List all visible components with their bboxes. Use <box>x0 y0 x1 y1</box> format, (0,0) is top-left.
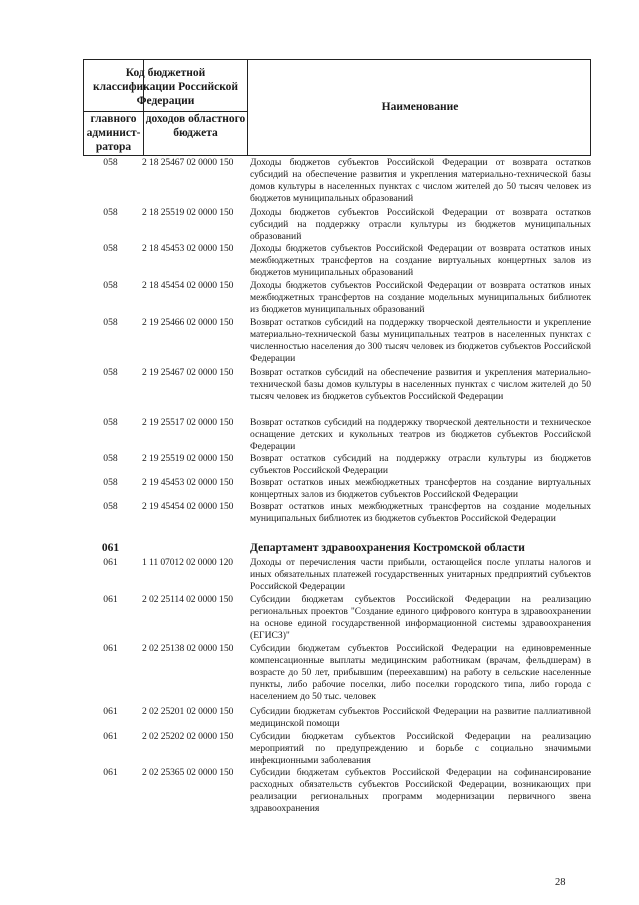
income-code: 2 19 25519 02 0000 150 <box>142 453 234 464</box>
admin-code: 058 <box>103 317 118 328</box>
income-code: 2 02 25365 02 0000 150 <box>142 767 234 778</box>
admin-code: 058 <box>103 501 118 512</box>
table-header <box>83 59 591 156</box>
header-col-code: доходов областного бюджета <box>145 113 246 139</box>
income-name: Возврат остатков субсидий на обеспечение развития и укрепления материально-технической базы домов культуры в населенных пунктах с числом жителей до 50 тысяч человек из бюджетов субъектов Российской Федерации <box>250 367 591 402</box>
page-number: 28 <box>555 877 566 888</box>
income-name: Субсидии бюджетам субъектов Российской Федерации на развитие паллиативной медицинской помощи <box>250 706 591 729</box>
income-code: 2 18 25467 02 0000 150 <box>142 157 234 168</box>
income-code: 2 18 45453 02 0000 150 <box>142 243 234 254</box>
income-name: Возврат остатков субсидий на поддержку творческой деятельности и укрепление материально-технической базы муниципальных театров в населенных пунктах с численностью населения до 300 тысяч человек из бюджетов субъектов Российской Федерации <box>250 317 591 364</box>
income-name: Возврат остатков субсидий на поддержку отрасли культуры из бюджетов субъектов Российской Федерации <box>250 453 591 476</box>
income-name: Возврат остатков иных межбюджетных трансфертов на создание виртуальных концертных залов из бюджетов субъектов Российской Федерации <box>250 477 591 500</box>
admin-code: 058 <box>103 243 118 254</box>
admin-code: 061 <box>103 643 118 654</box>
department-name: Департамент здравоохранения Костромской области <box>250 542 525 554</box>
income-name: Субсидии бюджетам субъектов Российской Федерации на единовременные компенсационные выплаты медицинским работникам (врачам, фельдшерам) в возрасте до 50 лет, прибывшим (переехавшим) на работу в сельские населенные пункты, либо рабочие поселки, либо поселки городского типа, либо города с населением до 50 тыс. человек <box>250 643 591 702</box>
admin-code: 058 <box>103 477 118 488</box>
income-code: 2 19 25467 02 0000 150 <box>142 367 234 378</box>
income-name: Возврат остатков иных межбюджетных трансфертов на создание модельных муниципальных библиотек из бюджетов субъектов Российской Федерации <box>250 501 591 524</box>
income-name: Субсидии бюджетам субъектов Российской Федерации на софинансирование расходных обязательств субъектов Российской Федерации, возникающих при реализации региональных программ модернизации первичного звена здравоохранения <box>250 767 591 814</box>
admin-code: 061 <box>101 542 120 554</box>
income-code: 1 11 07012 02 0000 120 <box>142 557 233 568</box>
income-code: 2 02 25114 02 0000 150 <box>142 594 233 605</box>
income-name: Субсидии бюджетам субъектов Российской Федерации на реализацию мероприятий по предупреждению и борьбе с социально значимыми инфекционными заболевания <box>250 731 591 766</box>
header-col-name: Наименование <box>381 101 459 113</box>
income-code: 2 19 25466 02 0000 150 <box>142 317 234 328</box>
income-name: Доходы бюджетов субъектов Российской Федерации от возврата остатков иных межбюджетных трансфертов на создание виртуальных концертных залов из бюджетов муниципальных образований <box>250 243 591 278</box>
admin-code: 058 <box>103 367 118 378</box>
income-name: Субсидии бюджетам субъектов Российской Федерации на реализацию региональных проектов "Создание единого цифрового контура в здравоохранении на основе единой государственной информационной системы здравоохранения (ЕГИСЗ)" <box>250 594 591 641</box>
income-name: Доходы от перечисления части прибыли, остающейся после уплаты налогов и иных обязательных платежей государственных унитарных предприятий субъектов Российской Федерации <box>250 557 591 592</box>
income-code: 2 02 25138 02 0000 150 <box>142 643 234 654</box>
admin-code: 061 <box>103 706 118 717</box>
admin-code: 058 <box>103 453 118 464</box>
header-group-title: Код бюджетной классификации Российской Федерации <box>92 67 239 107</box>
admin-code: 058 <box>103 207 118 218</box>
income-code: 2 02 25202 02 0000 150 <box>142 731 234 742</box>
income-name: Доходы бюджетов субъектов Российской Федерации от возврата остатков субсидий на обеспечение развития и укрепления материально-технической базы домов культуры в населенных пунктах с числом жителей до 50 тысяч человек из бюджетов муниципальных образований <box>250 157 591 204</box>
income-code: 2 18 45454 02 0000 150 <box>142 280 234 291</box>
admin-code: 061 <box>103 557 118 568</box>
income-name: Доходы бюджетов субъектов Российской Федерации от возврата остатков субсидий на поддержку отрасли культуры из бюджетов муниципальных образований <box>250 207 591 242</box>
income-code: 2 18 25519 02 0000 150 <box>142 207 234 218</box>
income-code: 2 19 45454 02 0000 150 <box>142 501 234 512</box>
header-col-admin: главного админист-ратора <box>86 113 141 153</box>
admin-code: 058 <box>103 157 118 168</box>
income-code: 2 02 25201 02 0000 150 <box>142 706 234 717</box>
income-name: Возврат остатков субсидий на поддержку творческой деятельности и техническое оснащение детских и кукольных театров из бюджетов субъектов Российской Федерации <box>250 417 591 452</box>
admin-code: 058 <box>103 417 118 428</box>
income-code: 2 19 45453 02 0000 150 <box>142 477 234 488</box>
admin-code: 058 <box>103 280 118 291</box>
admin-code: 061 <box>103 594 118 605</box>
admin-code: 061 <box>103 767 118 778</box>
income-name: Доходы бюджетов субъектов Российской Федерации от возврата остатков иных межбюджетных трансфертов на создание модельных муниципальных библиотек из бюджетов муниципальных образований <box>250 280 591 315</box>
income-code: 2 19 25517 02 0000 150 <box>142 417 234 428</box>
admin-code: 061 <box>103 731 118 742</box>
